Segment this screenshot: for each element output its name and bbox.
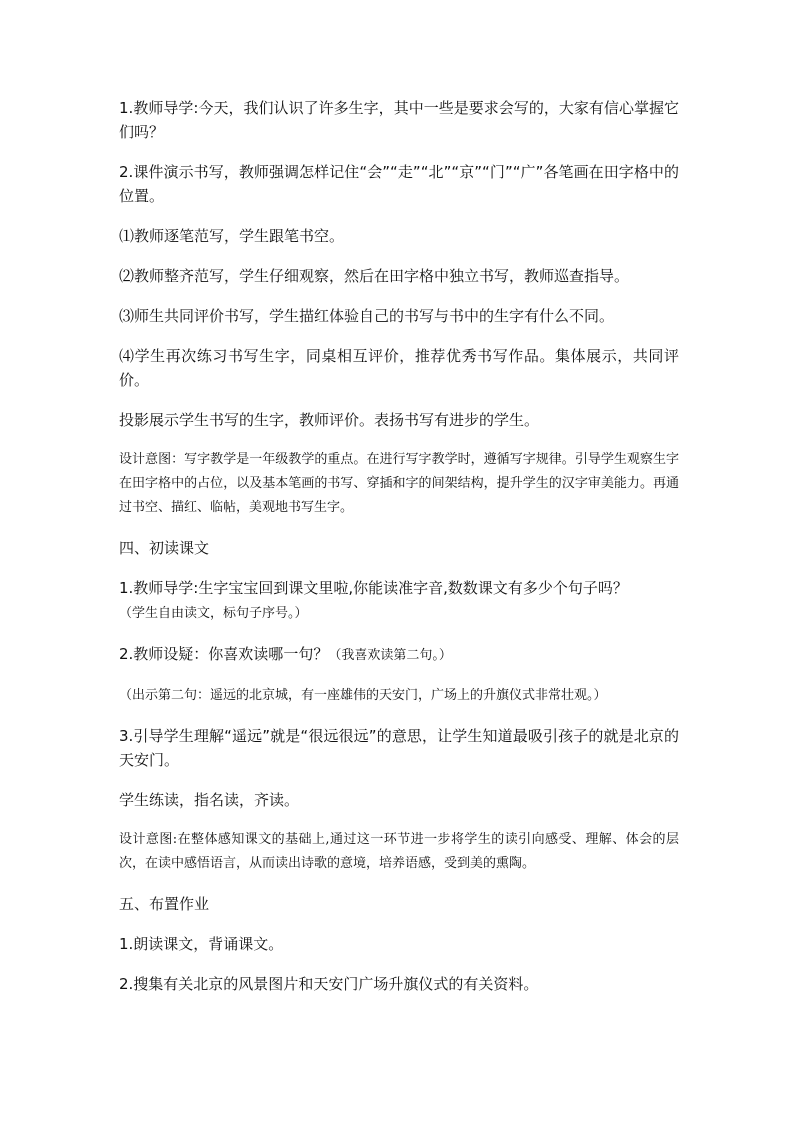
reading-step-1 [119,576,679,626]
reading-step-2-text: 2.教师设疑：你喜欢读哪一句？ [119,645,329,663]
step-4: ⑷学生再次练习书写生字，同桌相互评价，推荐优秀书写作品。集体展示，共同评价。 [119,347,679,389]
section-heading-5: 五、布置作业 [119,895,210,913]
document-body [119,96,679,1012]
paragraph-projection: 投影展示学生书写的生字，教师评价。表扬书写有进步的学生。 [119,411,540,429]
paragraph-courseware-writing: 2.课件演示书写，教师强调怎样记住“会”“走”“北”“京”“门”“广”各笔画在田字格中的位置。 [119,163,679,205]
homework-1: 1.朗读课文，背诵课文。 [119,935,284,953]
paragraph-teacher-guide-1: 1.教师导学:今天，我们认识了许多生字，其中一些是要求会写的，大家有信心掌握它们吗？ [119,99,679,141]
reading-step-2-sub: （我喜欢读第二句。） [328,648,452,663]
reading-step-2-note: （出示第二句：遥远的北京城，有一座雄伟的天安门，广场上的升旗仪式非常壮观。） [119,688,607,703]
reading-step-1-text: 1.教师导学:生字宝宝回到课文里啦,你能读准字音,数数课文有多少个句子吗？ [119,579,628,597]
step-1: ⑴教师逐笔范写，学生跟笔书空。 [119,227,345,245]
reading-practice: 学生练读，指名读，齐读。 [119,791,300,809]
reading-step-1-sub: （学生自由读文，标句子序号。） [119,606,308,621]
homework-2: 2.搜集有关北京的风景图片和天安门广场升旗仪式的有关资料。 [119,975,539,993]
design-intent-2: 设计意图:在整体感知课文的基础上,通过这一环节进一步将学生的读引向感受、理解、体会的层次，在读中感悟语言，从而读出诗歌的意境，培养语感，受到美的熏陶。 [119,832,679,871]
design-intent-1: 设计意图：写字教学是一年级教学的重点。在进行写字教学时，遵循写字规律。引导学生观察生字在田字格中的占位，以及基本笔画的书写、穿插和字的间架结构，提升学生的汉字审美能力。再通过书空、描红、临帖，美观地书写生字。 [119,452,679,515]
reading-step-2 [119,642,679,668]
reading-step-3: 3.引导学生理解“遥远”就是“很远很远”的意思，让学生知道最吸引孩子的就是北京的天安门。 [119,727,679,769]
step-2: ⑵教师整齐范写，学生仔细观察，然后在田字格中独立书写，教师巡查指导。 [119,267,630,285]
step-3: ⑶师生共同评价书写，学生描红体验自己的书写与书中的生字有什么不同。 [119,307,615,325]
section-heading-4: 四、初读课文 [119,539,210,557]
